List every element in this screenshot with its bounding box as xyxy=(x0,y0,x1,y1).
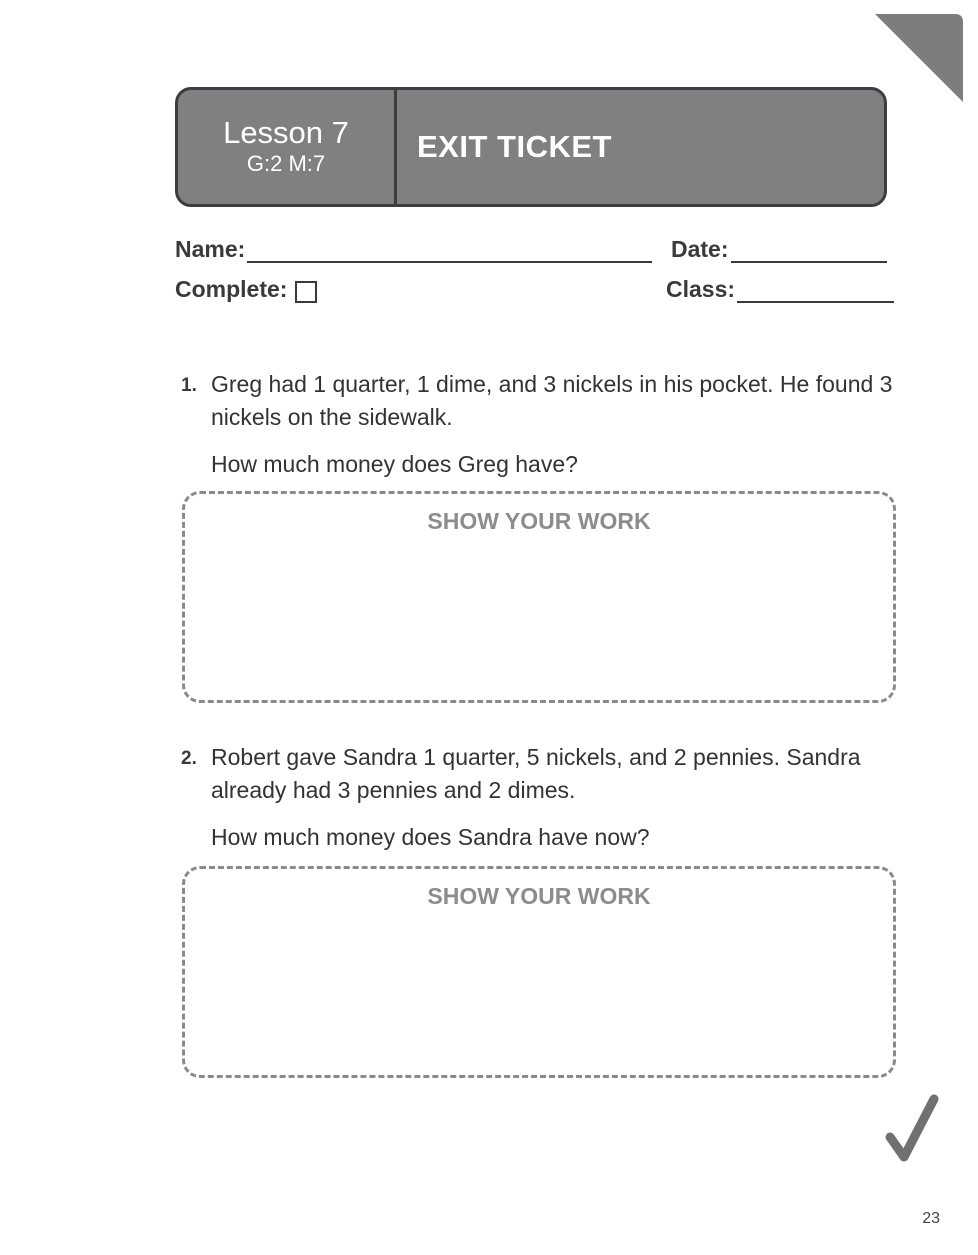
date-field xyxy=(671,236,887,263)
work-area[interactable] xyxy=(182,491,896,703)
checkmark-icon xyxy=(884,1093,940,1165)
date-line[interactable] xyxy=(731,239,887,263)
name-line[interactable] xyxy=(247,239,652,263)
work-area[interactable] xyxy=(182,866,896,1078)
class-line[interactable] xyxy=(737,279,894,303)
date-label: Date: xyxy=(671,236,729,262)
lesson-title: Lesson 7 xyxy=(223,115,349,150)
question-prompt: How much money does Greg have? xyxy=(211,451,578,477)
corner-triangle-icon xyxy=(875,14,963,102)
question-prompt: How much money does Sandra have now? xyxy=(211,824,650,850)
name-field xyxy=(175,236,652,263)
lesson-header xyxy=(175,87,887,207)
page-title: EXIT TICKET xyxy=(417,129,612,164)
complete-label: Complete: xyxy=(175,276,288,302)
lesson-cell xyxy=(178,90,397,204)
class-label: Class: xyxy=(666,276,736,302)
lesson-code: G:2 M:7 xyxy=(246,151,326,176)
complete-checkbox[interactable] xyxy=(295,281,317,303)
work-area-label: SHOW YOUR WORK xyxy=(427,508,651,534)
page-number: 23 xyxy=(922,1210,940,1227)
work-area-label: SHOW YOUR WORK xyxy=(427,883,651,909)
question-number: 2. xyxy=(181,748,197,769)
class-field xyxy=(666,276,894,303)
question-text: Robert gave Sandra 1 quarter, 5 nickels, and 2 pennies. Sandra already had 3 pennies and 2 dimes. xyxy=(211,744,861,803)
question-text: Greg had 1 quarter, 1 dime, and 3 nickels in his pocket. He found 3 nickels on the sidewalk. xyxy=(211,371,893,430)
name-label: Name: xyxy=(175,236,246,262)
complete-field xyxy=(175,276,317,303)
question-number: 1. xyxy=(181,375,197,396)
